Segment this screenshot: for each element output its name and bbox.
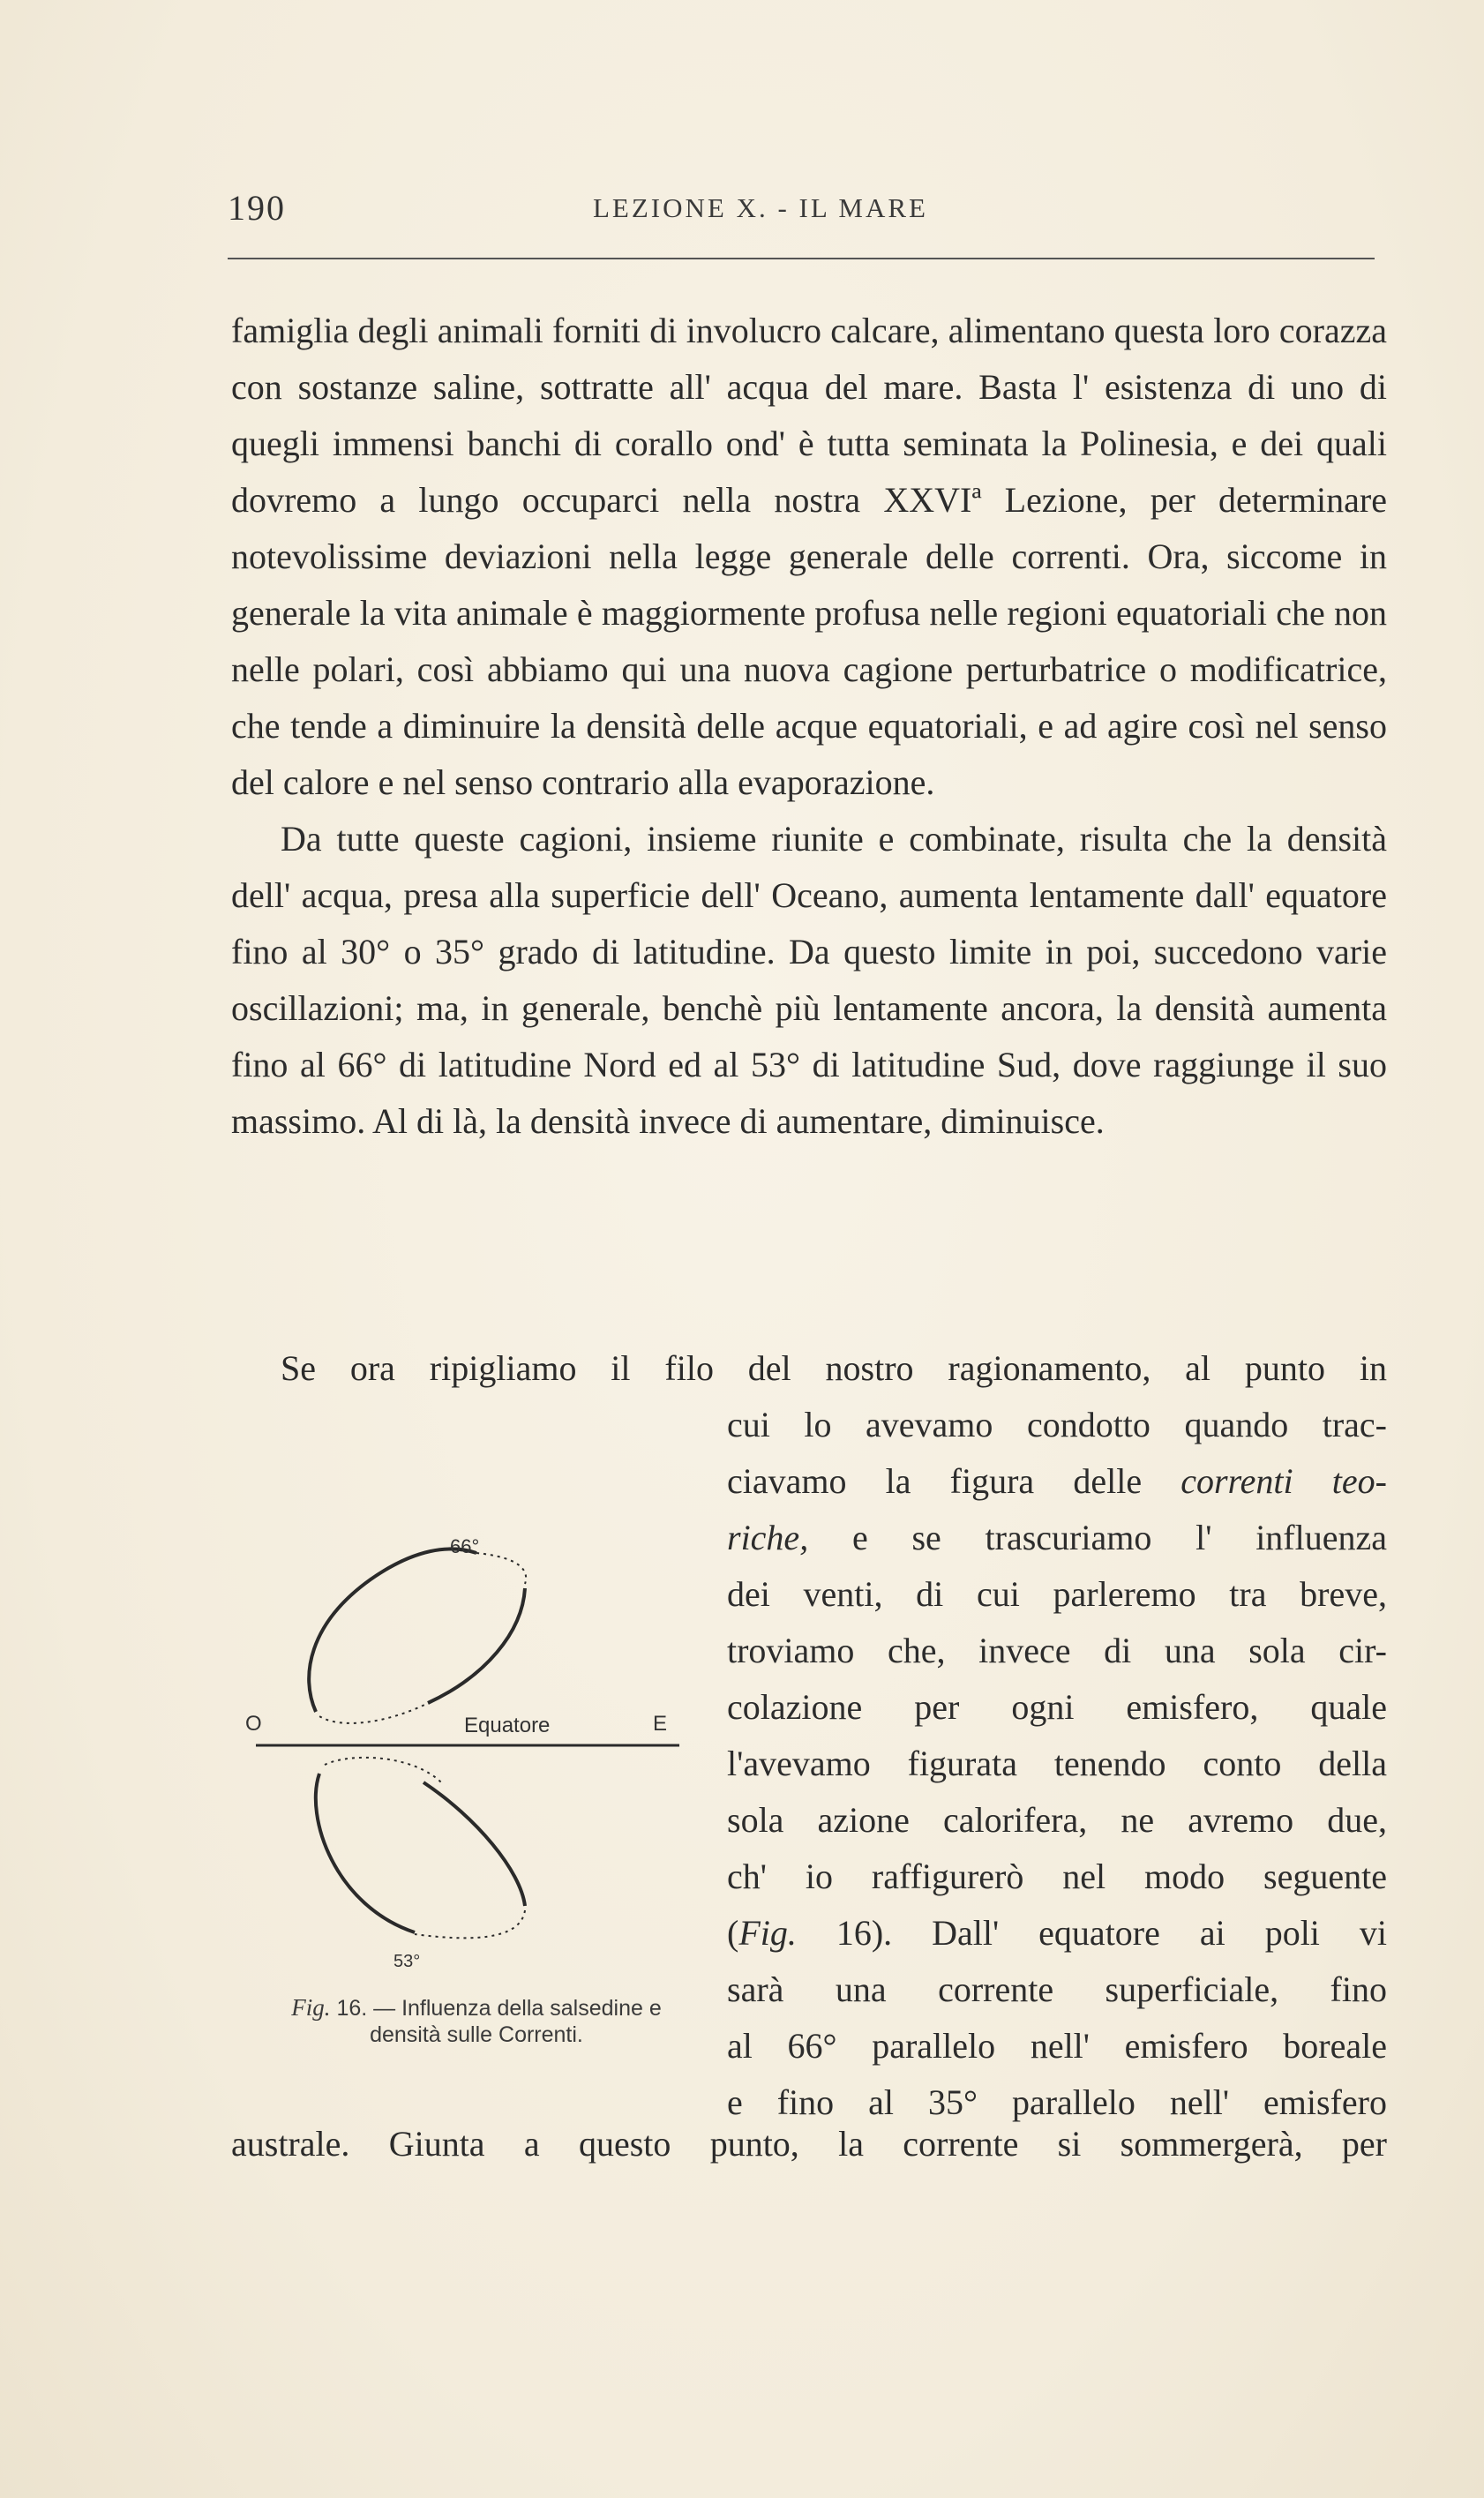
southern-circulation: [316, 1758, 525, 1939]
text-line: cui lo avevamo condotto quando trac-: [727, 1405, 1387, 1444]
paragraph-3-wrapped-column: [727, 1397, 1387, 2131]
equator-return-north: [319, 1699, 437, 1723]
latitude-53-label: 53°: [393, 1952, 421, 1971]
body-text: [231, 303, 1387, 1150]
text-line: ch' io raffigurerò nel modo seguente: [727, 1857, 1387, 1896]
text-fragment: e se trascuriamo l' influenza: [808, 1518, 1387, 1557]
currents-diagram: [238, 1412, 697, 1994]
text-line: troviamo che, invece di una sola cir-: [727, 1631, 1387, 1670]
text-line: [727, 1905, 1387, 1962]
italic-term: correnti teo-: [1180, 1461, 1387, 1501]
northern-circulation: [309, 1549, 526, 1722]
text-line: al 66° parallelo nell' emisfero boreale: [727, 2026, 1387, 2066]
page-number: 190: [228, 188, 286, 228]
deep-current-south: [423, 1782, 525, 1906]
figure-reference: Fig.: [738, 1913, 797, 1953]
equator-return-south: [325, 1758, 441, 1782]
text-line: [727, 1453, 1387, 1510]
surface-current-north: [309, 1549, 476, 1712]
text-line: dei venti, di cui parleremo tra breve,: [727, 1574, 1387, 1614]
text-line: l'avevamo figurata tenendo conto della: [727, 1744, 1387, 1783]
text-line: sarà una corrente superficiale, fino: [727, 1969, 1387, 2009]
paragraph-1: famiglia degli animali forniti di involucro calcare, alimentano questa loro corazza con sostanze saline, sottratte all' acqua del mare. Basta l' esistenza di uno di quegli immensi banchi di corallo ond' è tutta seminata la Polinesia, e dei quali dovremo a lungo occuparci nella nostra XXVIª Lezione, per determinare notevolissime deviazioni nella legge generale delle correnti. Ora, siccome in generale la vita animale è maggiormente profusa nelle regioni equatoriali che non nelle polari, così abbiamo qui una nuova cagione perturbatrice o modificatrice, che tende a diminuire la densità delle acque equatoriali, e ad agire così nel senso del calore e nel senso contrario alla evaporazione.: [231, 311, 1387, 802]
pole-return-north: [476, 1553, 526, 1584]
text-line: sola azione calorifera, ne avremo due,: [727, 1800, 1387, 1840]
caption-text: 16. — Influenza della salsedine e densità sulle Correnti.: [336, 1996, 662, 2047]
running-head: LEZIONE X. - IL MARE: [593, 192, 928, 223]
text-fragment: ciavamo la figura delle: [727, 1461, 1181, 1501]
text-fragment: 16). Dall' equatore ai poli vi: [796, 1913, 1387, 1953]
paragraph-3-first-line: Se ora ripigliamo il filo del nostro ragionamento, al punto in: [281, 1348, 1387, 1388]
text-line: [727, 1510, 1387, 1566]
caption-fig-label: Fig.: [291, 1994, 331, 2021]
west-label: O: [245, 1712, 262, 1736]
paragraph-2: Da tutte queste cagioni, insieme riunite e combinate, risulta che la densità dell' acqua, presa alla superficie dell' Oceano, aumenta lentamente dall' equatore fino al 30° o 35° grado di latitudine. Da questo limite in poi, succedono varie oscillazioni; ma, in generale, benchè più lentamente ancora, la densità aumenta fino al 66° di latitudine Nord ed al 53° di latitudine Sud, dove raggiunge il suo massimo. Al di là, la densità invece di aumentare, diminuisce.: [231, 819, 1387, 1141]
equator-label: Equatore: [464, 1714, 551, 1737]
text-line: e fino al 35° parallelo nell' emisfero: [727, 2082, 1387, 2122]
pole-return-south: [415, 1910, 525, 1938]
text-line: colazione per ogni emisfero, quale: [727, 1687, 1387, 1727]
paragraph-3-last-line: australe. Giunta a questo punto, la corrente si sommergerà, per: [231, 2124, 1387, 2164]
latitude-66-label: 66°: [450, 1535, 480, 1557]
east-label: E: [653, 1712, 668, 1736]
header-rule: [228, 258, 1375, 259]
figure-16: [238, 1412, 697, 2082]
deep-current-north: [428, 1588, 525, 1703]
surface-current-south: [316, 1774, 415, 1932]
figure-caption: [256, 1994, 697, 2048]
italic-term: riche,: [727, 1518, 809, 1557]
text-fragment: (: [727, 1913, 739, 1953]
page-header: [228, 187, 1375, 240]
